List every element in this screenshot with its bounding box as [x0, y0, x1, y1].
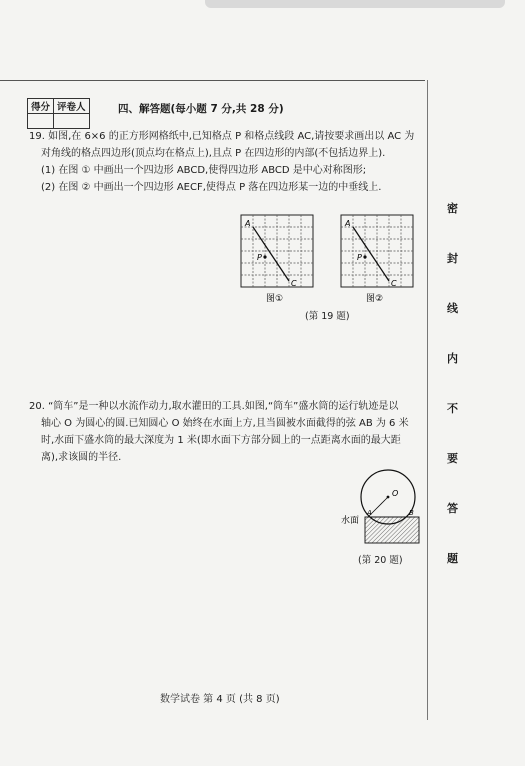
- water-region: [365, 517, 419, 543]
- seal-char-2: 封: [447, 252, 458, 265]
- water-wheel-figure: [338, 462, 423, 547]
- label-c-2: C: [391, 279, 397, 288]
- score-box: [27, 98, 90, 129]
- question-19-text: [29, 128, 414, 196]
- center-o: [387, 496, 390, 499]
- seal-char-8: 题: [447, 552, 458, 565]
- seal-char-1: 密: [447, 202, 458, 215]
- page-footer: 数学试卷 第 4 页 (共 8 页): [160, 694, 280, 705]
- q20-line-2: 轴心 O 为圆心的圆.已知圆心 O 始终在水面上方,且当圆被水面截得的弦 AB 为 6 米: [41, 418, 409, 429]
- q19-line-3: (1) 在图 ① 中画出一个四边形 ABCD,使得四边形 ABCD 是中心对称图形;: [41, 165, 367, 176]
- label-p-1: P: [257, 253, 262, 262]
- fig1-label: 图①: [266, 294, 284, 304]
- grader-cell: [54, 114, 90, 129]
- q19-line-4: (2) 在图 ② 中画出一个四边形 AECF,使得点 P 落在四边形某一边的中垂线上.: [41, 182, 382, 193]
- question-20-text: [29, 398, 409, 466]
- top-rule: [0, 80, 425, 81]
- label-a-20: A: [367, 509, 372, 517]
- q20-line-4: 离),求该圆的半径.: [41, 452, 122, 463]
- section-title: 四、解答题(每小题 7 分,共 28 分): [118, 103, 284, 115]
- label-b-20: B: [409, 509, 414, 517]
- seal-char-5: 不: [447, 402, 458, 415]
- seal-char-7: 答: [447, 502, 458, 515]
- q19-line-1: 19. 如图,在 6×6 的正方形网格纸中,已知格点 P 和格点线段 AC,请按要求画出以 AC 为: [29, 131, 415, 142]
- grader-label: 评卷人: [54, 99, 90, 114]
- seal-char-4: 内: [447, 352, 458, 365]
- label-a-1: A: [245, 219, 251, 228]
- label-c-1: C: [291, 279, 297, 288]
- binding-line: [427, 80, 428, 720]
- q20-line-3: 时,水面下盛水筒的最大深度为 1 米(即水面下方部分圆上的一点距离水面的最大距: [41, 435, 401, 446]
- seal-char-6: 要: [447, 452, 458, 465]
- score-cell: [28, 114, 54, 129]
- seal-char-3: 线: [447, 302, 458, 315]
- label-o: O: [392, 489, 399, 498]
- grid-figure-2: [336, 210, 416, 305]
- q19-caption: (第 19 题): [305, 311, 350, 322]
- label-p-2: P: [357, 253, 362, 262]
- grid-figure-1: [236, 210, 316, 305]
- point-p-1: [263, 255, 266, 258]
- score-label: 得分: [28, 99, 54, 114]
- q20-line-1: 20. “筒车”是一种以水流作动力,取水灌田的工具.如图,“筒车”盛水筒的运行轨迹是以: [29, 401, 399, 412]
- water-label: 水面: [341, 516, 360, 526]
- label-a-2: A: [345, 219, 351, 228]
- q19-line-2: 对角线的格点四边形(顶点均在格点上),且点 P 在四边形的内部(不包括边界上).: [41, 148, 386, 159]
- q20-caption: (第 20 题): [358, 555, 403, 566]
- fig2-label: 图②: [366, 294, 384, 304]
- point-p-2: [363, 255, 366, 258]
